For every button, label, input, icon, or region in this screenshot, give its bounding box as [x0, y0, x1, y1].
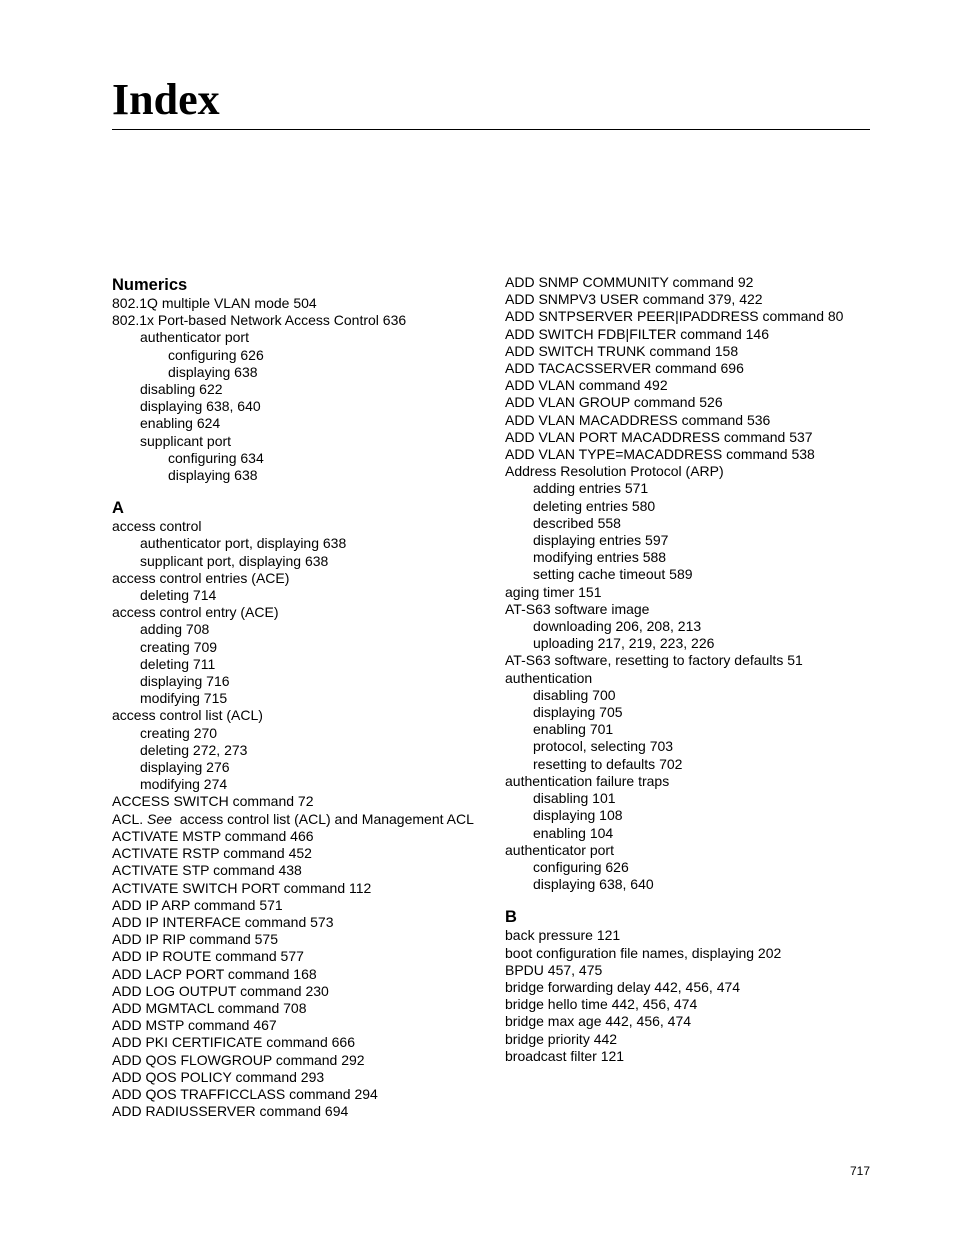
index-entry: ADD LACP PORT command 168 [112, 965, 317, 982]
index-subentry: configuring 626 [533, 858, 629, 875]
index-entry: aging timer 151 [505, 583, 602, 600]
index-entry: ADD RADIUSSERVER command 694 [112, 1103, 349, 1120]
index-subentry: uploading 217, 219, 223, 226 [533, 635, 715, 652]
index-entry: ADD SNTPSERVER PEER|IPADDRESS command 80 [505, 308, 844, 325]
index-entry: access control entry (ACE) [112, 604, 279, 621]
index-entry: access control entries (ACE) [112, 569, 290, 586]
index-subentry: setting cache timeout 589 [533, 566, 693, 583]
index-entry: ADD QOS POLICY command 293 [112, 1068, 325, 1085]
index-entry: ACTIVATE RSTP command 452 [112, 845, 312, 862]
index-entry: ADD QOS FLOWGROUP command 292 [112, 1051, 365, 1068]
index-entry [112, 811, 532, 828]
index-entry: ADD SWITCH FDB|FILTER command 146 [505, 325, 769, 342]
index-entry: ADD SNMPV3 USER command 379, 422 [505, 291, 763, 308]
index-subentry: displaying 705 [533, 704, 623, 721]
index-entry: broadcast filter 121 [505, 1047, 625, 1064]
index-entry: access control list (ACL) [112, 707, 263, 724]
title-rule [112, 129, 870, 130]
index-subentry: displaying 716 [140, 673, 230, 690]
index-entry: bridge priority 442 [505, 1030, 618, 1047]
index-entry: ADD IP RIP command 575 [112, 931, 279, 948]
index-entry: authenticator port [505, 841, 614, 858]
index-entry: ADD LOG OUTPUT command 230 [112, 982, 329, 999]
index-subentry: displaying 638, 640 [140, 398, 261, 415]
index-entry: ADD SNMP COMMUNITY command 92 [505, 274, 754, 290]
index-entry: ADD MSTP command 467 [112, 1017, 277, 1034]
index-entry: ACCESS SWITCH command 72 [112, 793, 314, 810]
index-entry: ACTIVATE SWITCH PORT command 112 [112, 879, 372, 896]
index-subentry: resetting to defaults 702 [533, 755, 683, 772]
index-subentry: supplicant port [140, 432, 232, 449]
index-column-right [505, 274, 925, 1065]
index-entry: AT-S63 software image [505, 600, 650, 617]
index-entry: Address Resolution Protocol (ARP) [505, 463, 724, 480]
index-entry: authentication failure traps [505, 772, 670, 789]
index-subentry: configuring 634 [168, 449, 264, 466]
index-subentry: deleting 711 [140, 655, 216, 672]
index-entry: bridge max age 442, 456, 474 [505, 1013, 692, 1030]
index-entry: ADD PKI CERTIFICATE command 666 [112, 1034, 355, 1051]
index-entry: bridge forwarding delay 442, 456, 474 [505, 978, 741, 995]
index-subentry: modifying 715 [140, 690, 228, 707]
page-number: 717 [850, 1164, 871, 1178]
index-subentry: deleting entries 580 [533, 497, 656, 514]
index-entry: AT-S63 software, resetting to factory defaults 51 [505, 652, 803, 669]
index-subentry: creating 270 [140, 724, 218, 741]
index-subentry: enabling 701 [533, 721, 614, 738]
index-subentry: adding entries 571 [533, 480, 649, 497]
index-entry: authentication [505, 669, 593, 686]
index-subentry: creating 709 [140, 638, 218, 655]
index-subentry: displaying 638 [168, 363, 258, 380]
index-subentry: deleting 272, 273 [140, 741, 248, 758]
index-subentry: downloading 206, 208, 213 [533, 618, 702, 635]
index-column-left [112, 274, 532, 1120]
entry-text: ACL. [112, 810, 148, 827]
index-entry: ADD MGMTACL command 708 [112, 999, 307, 1016]
index-entry: 802.1Q multiple VLAN mode 504 [112, 295, 317, 311]
index-entry: ACTIVATE STP command 438 [112, 862, 302, 879]
index-subentry: disabling 700 [533, 686, 616, 703]
index-subentry: adding 708 [140, 621, 210, 638]
index-subentry: enabling 624 [140, 415, 221, 432]
index-entry: ADD IP ROUTE command 577 [112, 948, 304, 965]
index-subentry: enabling 104 [533, 824, 614, 841]
see-reference: See [147, 810, 172, 827]
entry-text: access control list (ACL) and Management ACL [171, 810, 474, 827]
index-entry: ADD IP ARP command 571 [112, 896, 283, 913]
index-subentry: modifying entries 588 [533, 549, 667, 566]
index-entry: ADD VLAN MACADDRESS command 536 [505, 411, 771, 428]
index-subentry: displaying entries 597 [533, 532, 669, 549]
index-subentry: protocol, selecting 703 [533, 738, 674, 755]
index-subentry: disabling 622 [140, 381, 223, 398]
index-entry: ADD VLAN command 492 [505, 377, 668, 394]
index-subentry: disabling 101 [533, 790, 616, 807]
index-entry: ADD VLAN TYPE=MACADDRESS command 538 [505, 446, 815, 463]
index-subentry: supplicant port, displaying 638 [140, 552, 329, 569]
section-heading: Numerics [112, 276, 188, 294]
index-subentry: modifying 274 [140, 776, 228, 793]
page-title: Index [112, 75, 220, 124]
index-entry: ADD VLAN PORT MACADDRESS command 537 [505, 428, 813, 445]
index-subentry: described 558 [533, 514, 621, 531]
index-entry: ADD VLAN GROUP command 526 [505, 394, 723, 411]
index-subentry: authenticator port [140, 329, 249, 346]
index-subentry: deleting 714 [140, 587, 217, 604]
index-entry: 802.1x Port-based Network Access Control 636 [112, 312, 407, 329]
index-subentry: authenticator port, displaying 638 [140, 535, 347, 552]
index-entry: ADD IP INTERFACE command 573 [112, 913, 334, 930]
index-entry: BPDU 457, 475 [505, 961, 603, 978]
index-entry: boot configuration file names, displaying 202 [505, 944, 782, 961]
section-heading: B [505, 908, 517, 927]
index-subentry: displaying 638, 640 [533, 876, 654, 893]
index-subentry: displaying 108 [533, 807, 623, 824]
section-heading: A [112, 499, 124, 518]
index-entry: bridge hello time 442, 456, 474 [505, 996, 698, 1013]
index-entry: back pressure 121 [505, 927, 621, 944]
index-entry: access control [112, 518, 202, 535]
index-subentry: displaying 276 [140, 759, 230, 776]
index-entry: ADD TACACSSERVER command 696 [505, 360, 744, 377]
index-subentry: displaying 638 [168, 467, 258, 484]
index-subentry: configuring 626 [168, 346, 264, 363]
index-entry: ADD SWITCH TRUNK command 158 [505, 342, 739, 359]
index-entry: ADD QOS TRAFFICCLASS command 294 [112, 1085, 378, 1102]
index-entry: ACTIVATE MSTP command 466 [112, 827, 314, 844]
